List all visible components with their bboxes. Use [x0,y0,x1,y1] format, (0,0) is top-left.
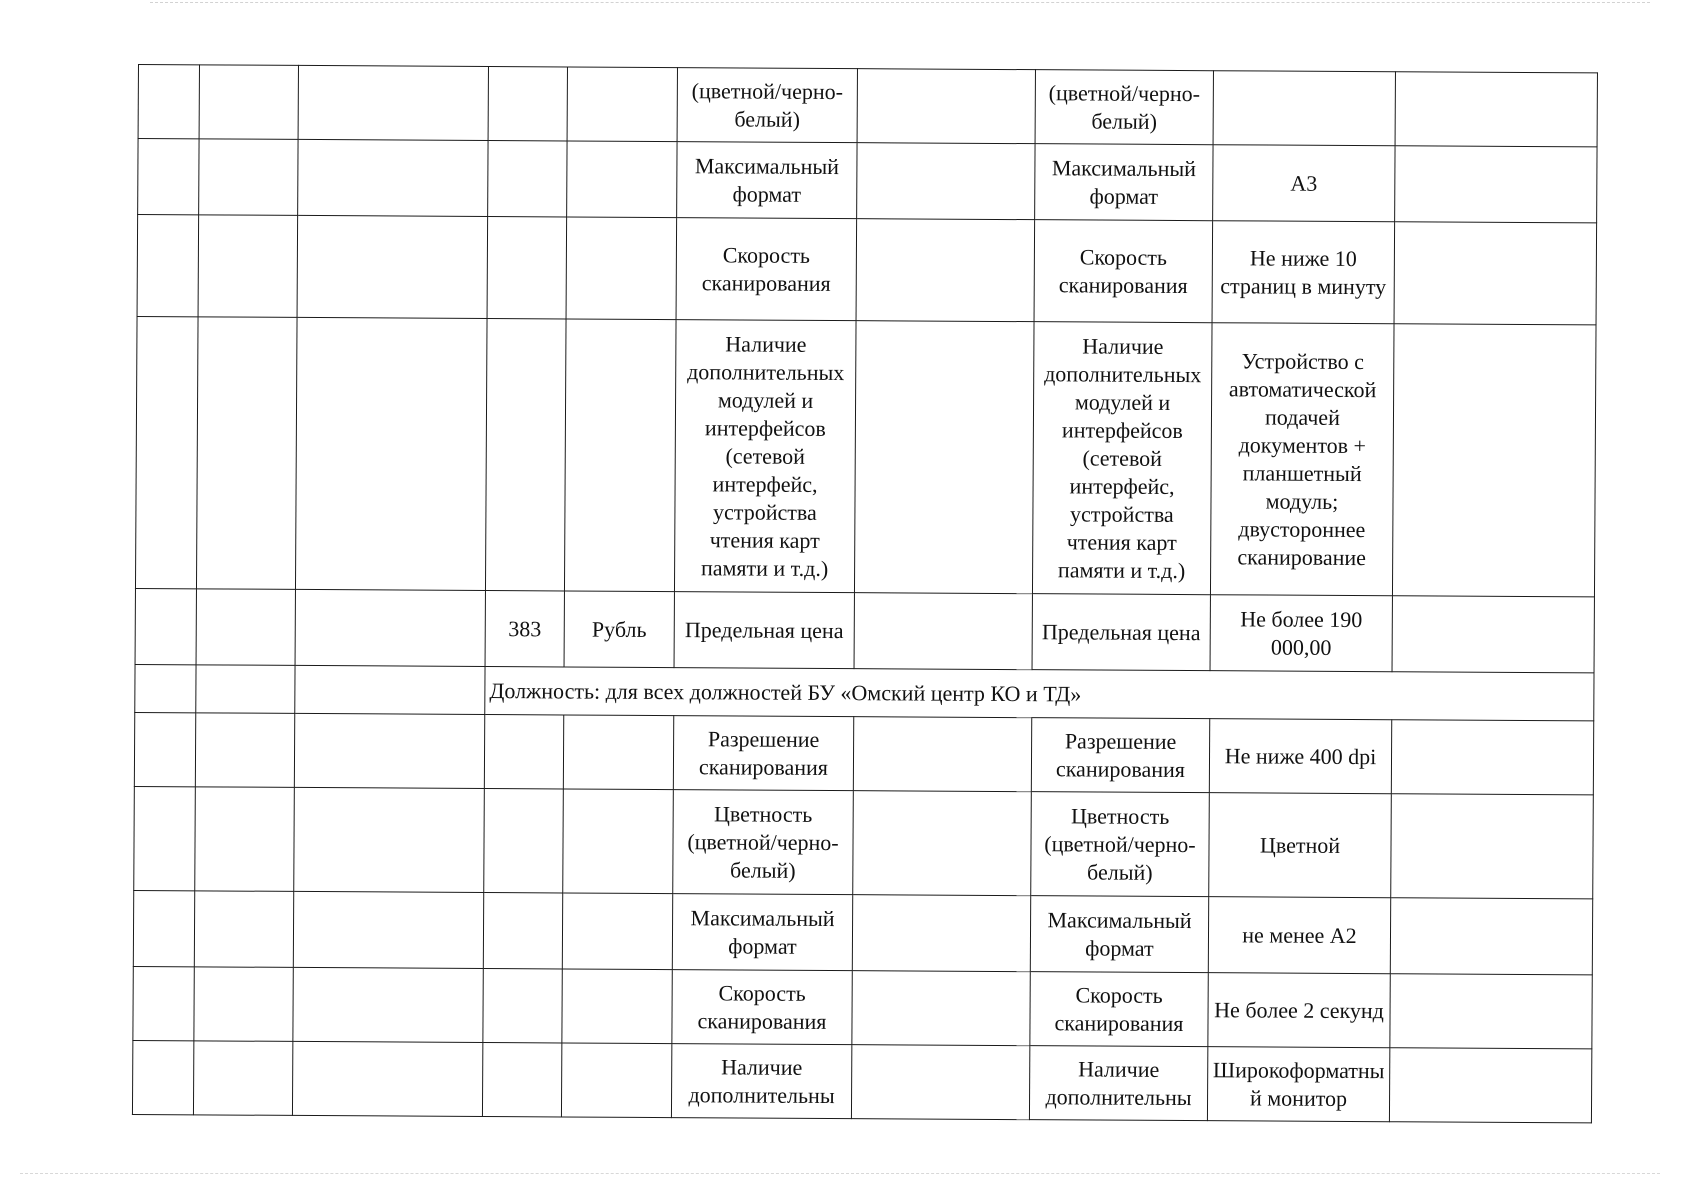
characteristic-cell: Разрешение сканирования [1031,718,1209,793]
table-row [138,65,1597,147]
scan-edge-top [150,2,1650,6]
characteristic-cell: Разрешение сканирования [673,716,853,791]
characteristic-cell: Максимальный формат [1030,896,1208,973]
characteristic-cell: Предельная цена [674,592,854,669]
okei-code-cell: 383 [485,591,564,667]
table-row [133,966,1592,1048]
table-row [138,139,1597,223]
value-cell: Устройство с автоматической подачей документов + планшетный модуль; двустороннее сканирование [1210,323,1394,596]
value-cell: Не более 190 000,00 [1210,595,1392,672]
table-row [133,890,1592,974]
characteristic-cell: Предельная цена [1032,594,1210,671]
value-cell: Не ниже 400 dpi [1209,719,1391,794]
value-cell: не менее А2 [1208,897,1390,974]
specification-table [132,64,1598,1123]
characteristic-cell: Скорость сканирования [1030,972,1208,1047]
characteristic-cell: Наличие дополнительных модулей и интерфейсов (сетевой интерфейс, устройства чтения карт памяти и т.д.) [1032,322,1212,595]
characteristic-cell: Наличие дополнительных модулей и интерфейсов (сетевой интерфейс, устройства чтения карт памяти и т.д.) [674,320,856,593]
characteristic-cell: Цветность (цветной/черно-белый) [673,790,854,895]
characteristic-cell: Цветность (цветной/черно-белый) [1031,792,1210,897]
table-row [135,316,1596,596]
characteristic-cell: Скорость сканирования [676,218,857,321]
characteristic-cell: Наличие дополнительны [671,1044,851,1119]
value-cell: Широкоформатный монитор [1207,1047,1389,1122]
characteristic-cell: Скорость сканирования [672,970,852,1045]
value-cell [1213,71,1395,146]
characteristic-cell: Скорость сканирования [1034,220,1213,323]
value-cell: Цветной [1209,793,1392,898]
table-row [134,786,1594,898]
scan-edge-bottom [20,1173,1660,1177]
value-cell: А3 [1213,145,1395,222]
characteristic-cell: Максимальный формат [677,142,857,219]
value-cell: Не ниже 10 страниц в минуту [1212,221,1395,324]
position-row [135,664,1594,720]
table-row [135,588,1594,672]
table-row [132,1040,1591,1122]
table-row [137,215,1597,325]
position-heading: Должность: для всех должностей БУ «Омский центр КО и ТД» [485,667,1594,721]
characteristic-cell: Наличие дополнительны [1029,1046,1207,1121]
characteristic-cell: (цветной/черно-белый) [677,68,857,143]
characteristic-cell: (цветной/черно-белый) [1035,70,1213,145]
value-cell: Не более 2 секунд [1208,973,1390,1048]
unit-cell: Рубль [564,591,674,668]
characteristic-cell: Максимальный формат [1035,144,1213,221]
characteristic-cell: Максимальный формат [672,894,852,971]
table-row [134,712,1593,794]
